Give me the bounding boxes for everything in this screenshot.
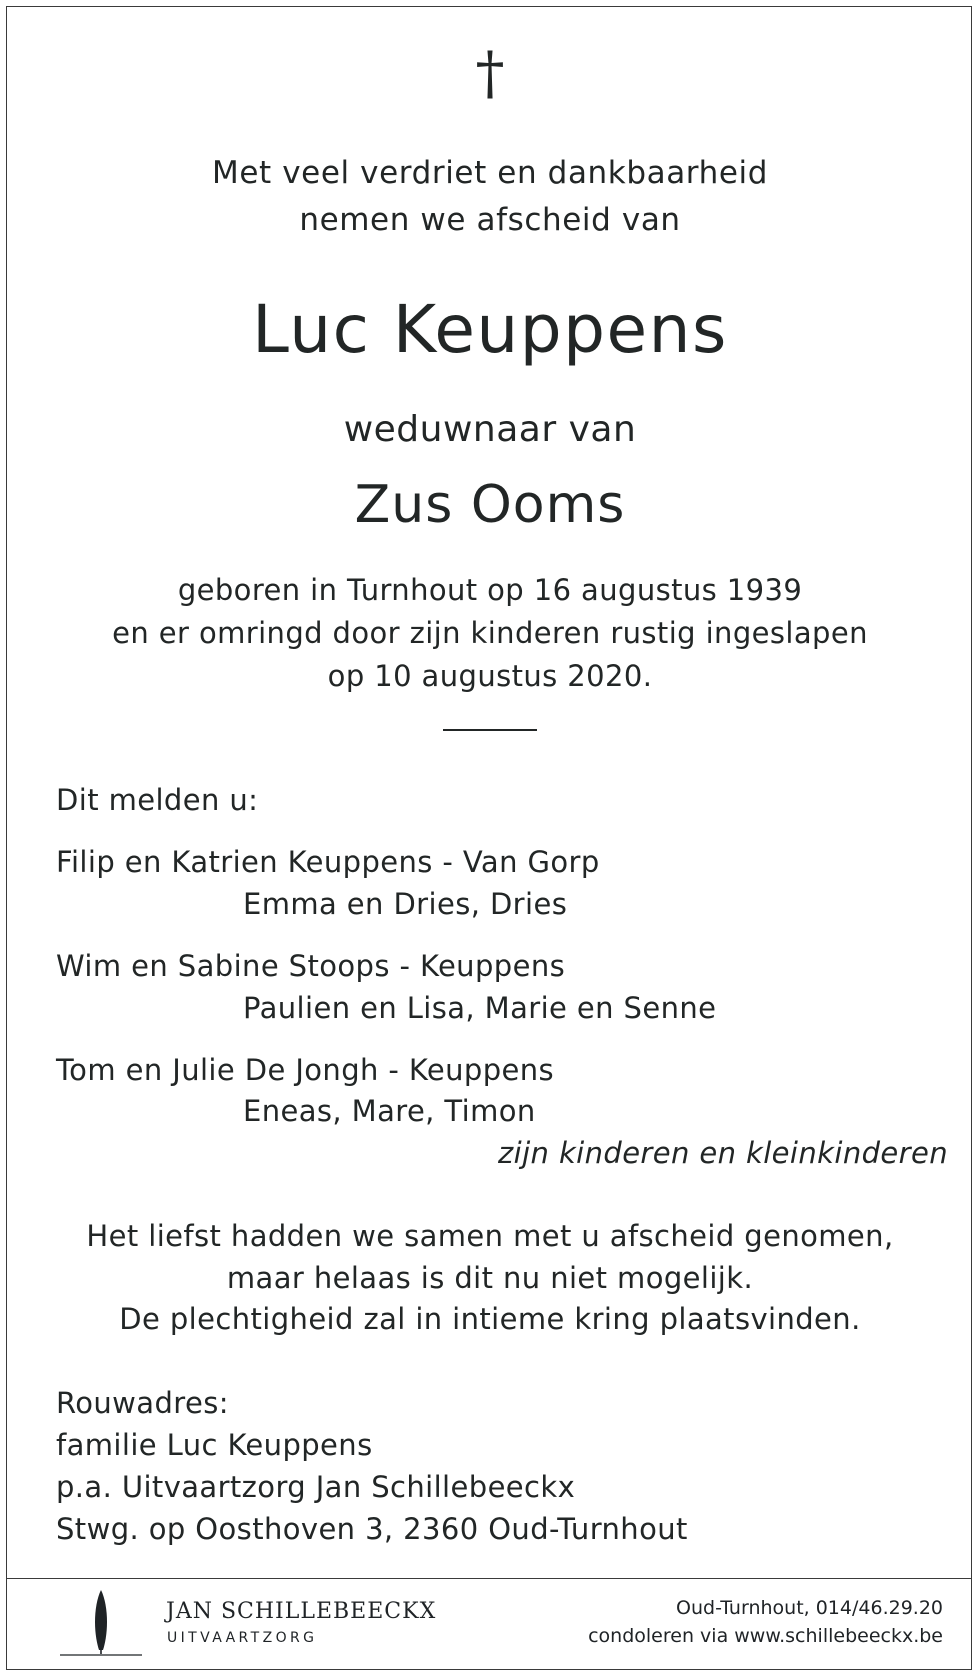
ceremony-message (0, 1216, 980, 1341)
message-line-3: De plechtigheid zal in intieme kring plaatsvinden. (119, 1302, 861, 1336)
address-heading: Rouwadres: (56, 1386, 229, 1420)
message-line-1: Het liefst hadden we samen met u afscheid genomen, (86, 1219, 894, 1253)
mourning-address (56, 1382, 688, 1550)
death-line-1: en er omringd door zijn kinderen rustig ingeslapen (112, 616, 868, 650)
funeral-home-name: JAN SCHILLEBEECKX (166, 1599, 437, 1624)
family-2-children: Paulien en Lisa, Marie en Senne (243, 991, 717, 1025)
family-3-children: Eneas, Mare, Timon (243, 1094, 536, 1128)
family-1-children: Emma en Dries, Dries (243, 887, 568, 921)
cross-icon: † (475, 39, 505, 107)
address-line-3: Stwg. op Oosthoven 3, 2360 Oud-Turnhout (56, 1512, 688, 1546)
intro-line-1: Met veel verdriet en dankbaarheid (211, 155, 769, 191)
address-line-2: p.a. Uitvaartzorg Jan Schillebeeckx (56, 1470, 576, 1504)
deceased-name: Luc Keuppens (252, 291, 728, 368)
intro-line-2: nemen we afscheid van (299, 202, 681, 238)
contact-phone: Oud-Turnhout, 014/46.29.20 (676, 1597, 943, 1619)
death-line-2: op 10 augustus 2020. (327, 659, 653, 693)
funeral-home-subtitle: UITVAARTZORG (167, 1630, 318, 1646)
family-2-parents: Wim en Sabine Stoops - Keuppens (56, 949, 566, 983)
contact-website[interactable]: condoleren via www.schillebeeckx.be (588, 1625, 943, 1647)
spouse-name: Zus Ooms (354, 475, 626, 535)
section-divider (443, 729, 537, 731)
footer-contact (588, 1594, 943, 1650)
family-1-parents: Filip en Katrien Keuppens - Van Gorp (56, 845, 600, 879)
family-signature: zijn kinderen en kleinkinderen (498, 1136, 948, 1170)
intro-text (0, 150, 980, 244)
birth-line: geboren in Turnhout op 16 augustus 1939 (177, 573, 803, 607)
footer-divider (6, 1578, 972, 1579)
cypress-tree-icon (60, 1588, 142, 1660)
family-3-parents: Tom en Julie De Jongh - Keuppens (56, 1053, 555, 1087)
relation-text: weduwnaar van (343, 409, 637, 450)
address-line-1: familie Luc Keuppens (56, 1428, 373, 1462)
birth-death-text (0, 569, 980, 698)
announcement-heading: Dit melden u: (56, 783, 259, 817)
message-line-2: maar helaas is dit nu niet mogelijk. (226, 1260, 754, 1295)
